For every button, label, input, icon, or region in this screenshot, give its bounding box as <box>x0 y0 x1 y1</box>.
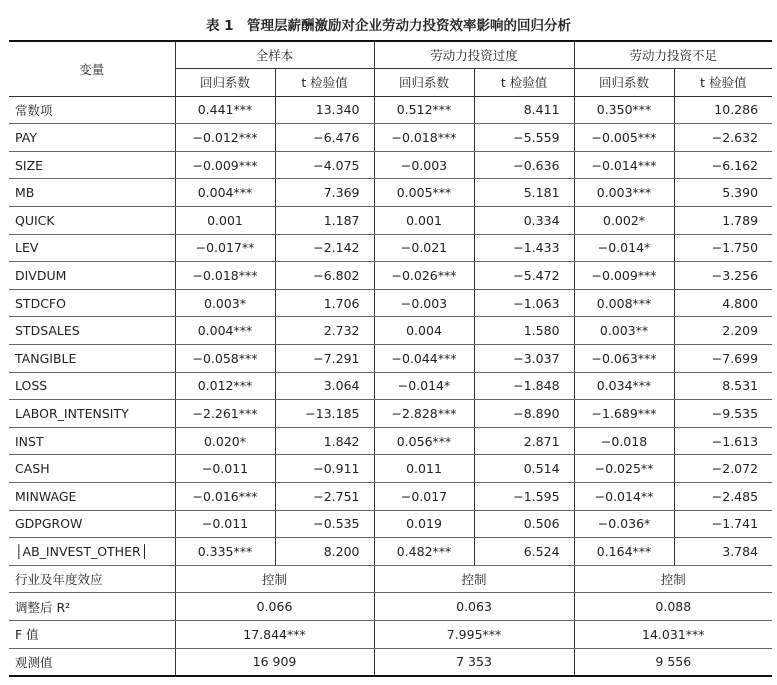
t-value-cell: 2.871 <box>474 427 574 455</box>
coefficient-cell: 0.001 <box>175 207 275 235</box>
coefficient-cell: 0.034*** <box>574 372 674 400</box>
coefficient-cell: 0.004 <box>374 317 474 345</box>
t-value-cell: 4.800 <box>674 289 772 317</box>
summary-label: 观测值 <box>9 648 175 676</box>
group-header: 劳动力投资不足 <box>574 41 772 69</box>
t-value-cell: −0.636 <box>474 151 574 179</box>
t-value-cell: 5.181 <box>474 179 574 207</box>
t-value-cell: 8.411 <box>474 96 574 124</box>
coefficient-cell: 0.512*** <box>374 96 474 124</box>
t-value-cell: −1.741 <box>674 510 772 538</box>
t-value-cell: −7.699 <box>674 345 772 373</box>
coefficient-cell: 0.003** <box>574 317 674 345</box>
coefficient-cell: 0.020* <box>175 427 275 455</box>
group-header: 劳动力投资过度 <box>374 41 574 69</box>
t-value-cell: −1.613 <box>674 427 772 455</box>
coefficient-cell: −0.021 <box>374 234 474 262</box>
summary-value: 控制 <box>374 565 574 593</box>
variable-name: STDSALES <box>9 317 175 345</box>
t-value-cell: 13.340 <box>275 96 374 124</box>
summary-value: 控制 <box>574 565 772 593</box>
coefficient-cell: 0.004*** <box>175 317 275 345</box>
variable-name: │AB_INVEST_OTHER│ <box>9 538 175 566</box>
t-value-cell: 1.580 <box>474 317 574 345</box>
table-row <box>9 151 772 179</box>
t-value-cell: −2.751 <box>275 483 374 511</box>
t-value-cell: −13.185 <box>275 400 374 428</box>
coefficient-cell: 0.012*** <box>175 372 275 400</box>
variable-name: SIZE <box>9 151 175 179</box>
t-value-cell: 10.286 <box>674 96 772 124</box>
table-row <box>9 510 772 538</box>
coefficient-cell: 0.482*** <box>374 538 474 566</box>
t-value-cell: 1.789 <box>674 207 772 235</box>
coefficient-cell: −0.003 <box>374 289 474 317</box>
summary-value: 控制 <box>175 565 374 593</box>
summary-row <box>9 593 772 621</box>
coefficient-cell: −0.058*** <box>175 345 275 373</box>
coefficient-cell: −0.016*** <box>175 483 275 511</box>
coefficient-cell: 0.335*** <box>175 538 275 566</box>
t-value-cell: −1.063 <box>474 289 574 317</box>
summary-label: F 值 <box>9 620 175 648</box>
summary-label: 行业及年度效应 <box>9 565 175 593</box>
t-value-cell: −2.072 <box>674 455 772 483</box>
coefficient-cell: −1.689*** <box>574 400 674 428</box>
table-row <box>9 372 772 400</box>
t-value-cell: −8.890 <box>474 400 574 428</box>
coefficient-cell: −0.009*** <box>574 262 674 290</box>
coefficient-cell: 0.005*** <box>374 179 474 207</box>
t-value-cell: 0.514 <box>474 455 574 483</box>
coefficient-cell: −0.063*** <box>574 345 674 373</box>
t-value-cell: −9.535 <box>674 400 772 428</box>
t-value-cell: −1.433 <box>474 234 574 262</box>
coefficient-cell: −0.005*** <box>574 124 674 152</box>
regression-table <box>9 40 772 677</box>
summary-value: 0.066 <box>175 593 374 621</box>
coefficient-cell: −0.036* <box>574 510 674 538</box>
table-row <box>9 483 772 511</box>
coefficient-cell: 0.008*** <box>574 289 674 317</box>
table-row <box>9 124 772 152</box>
table-row <box>9 455 772 483</box>
variable-name: MINWAGE <box>9 483 175 511</box>
coefficient-cell: 0.004*** <box>175 179 275 207</box>
coefficient-cell: 0.350*** <box>574 96 674 124</box>
coefficient-cell: −0.003 <box>374 151 474 179</box>
t-value-cell: −5.472 <box>474 262 574 290</box>
coefficient-cell: −0.014** <box>574 483 674 511</box>
t-value-cell: 3.064 <box>275 372 374 400</box>
summary-value: 0.063 <box>374 593 574 621</box>
table-row <box>9 289 772 317</box>
t-value-cell: −1.848 <box>474 372 574 400</box>
coefficient-cell: 0.011 <box>374 455 474 483</box>
t-value-cell: −2.632 <box>674 124 772 152</box>
summary-label: 调整后 R² <box>9 593 175 621</box>
variable-name: PAY <box>9 124 175 152</box>
variable-name: LEV <box>9 234 175 262</box>
coefficient-cell: −0.026*** <box>374 262 474 290</box>
subheader: t 检验值 <box>674 69 772 97</box>
table-header <box>9 41 772 96</box>
t-value-cell: 0.506 <box>474 510 574 538</box>
summary-value: 0.088 <box>574 593 772 621</box>
coefficient-cell: −0.025** <box>574 455 674 483</box>
t-value-cell: −0.535 <box>275 510 374 538</box>
t-value-cell: 0.334 <box>474 207 574 235</box>
t-value-cell: 1.187 <box>275 207 374 235</box>
table-row <box>9 427 772 455</box>
summary-row <box>9 565 772 593</box>
coefficient-cell: −2.828*** <box>374 400 474 428</box>
coefficient-cell: −0.014* <box>374 372 474 400</box>
coefficient-cell: −0.018 <box>574 427 674 455</box>
table-row <box>9 317 772 345</box>
coefficient-cell: −2.261*** <box>175 400 275 428</box>
coefficient-cell: 0.003* <box>175 289 275 317</box>
variable-name: LOSS <box>9 372 175 400</box>
t-value-cell: −3.256 <box>674 262 772 290</box>
t-value-cell: 8.531 <box>674 372 772 400</box>
table-row <box>9 262 772 290</box>
t-value-cell: −4.075 <box>275 151 374 179</box>
table-body <box>9 96 772 675</box>
t-value-cell: 1.706 <box>275 289 374 317</box>
variable-name: TANGIBLE <box>9 345 175 373</box>
table-row <box>9 538 772 566</box>
t-value-cell: −2.142 <box>275 234 374 262</box>
t-value-cell: −6.476 <box>275 124 374 152</box>
subheader: t 检验值 <box>474 69 574 97</box>
t-value-cell: −7.291 <box>275 345 374 373</box>
t-value-cell: 7.369 <box>275 179 374 207</box>
t-value-cell: 5.390 <box>674 179 772 207</box>
variable-name: STDCFO <box>9 289 175 317</box>
variable-name: INST <box>9 427 175 455</box>
variable-name: CASH <box>9 455 175 483</box>
t-value-cell: −2.485 <box>674 483 772 511</box>
t-value-cell: −6.802 <box>275 262 374 290</box>
table-row <box>9 234 772 262</box>
coefficient-cell: −0.018*** <box>374 124 474 152</box>
variable-name: MB <box>9 179 175 207</box>
summary-value: 9 556 <box>574 648 772 676</box>
variable-name: DIVDUM <box>9 262 175 290</box>
t-value-cell: −3.037 <box>474 345 574 373</box>
t-value-cell: −5.559 <box>474 124 574 152</box>
coefficient-cell: 0.056*** <box>374 427 474 455</box>
t-value-cell: 2.209 <box>674 317 772 345</box>
variable-name: QUICK <box>9 207 175 235</box>
t-value-cell: −6.162 <box>674 151 772 179</box>
coefficient-cell: 0.019 <box>374 510 474 538</box>
coefficient-cell: −0.018*** <box>175 262 275 290</box>
coefficient-cell: 0.001 <box>374 207 474 235</box>
t-value-cell: 8.200 <box>275 538 374 566</box>
coefficient-cell: −0.017** <box>175 234 275 262</box>
table-row <box>9 345 772 373</box>
table-row <box>9 207 772 235</box>
coefficient-cell: −0.011 <box>175 510 275 538</box>
coefficient-cell: −0.012*** <box>175 124 275 152</box>
t-value-cell: 1.842 <box>275 427 374 455</box>
subheader: t 检验值 <box>275 69 374 97</box>
t-value-cell: −1.750 <box>674 234 772 262</box>
coefficient-cell: 0.441*** <box>175 96 275 124</box>
t-value-cell: −0.911 <box>275 455 374 483</box>
summary-value: 16 909 <box>175 648 374 676</box>
table-row <box>9 179 772 207</box>
variable-name: LABOR_INTENSITY <box>9 400 175 428</box>
coefficient-cell: −0.014*** <box>574 151 674 179</box>
table-row <box>9 96 772 124</box>
coefficient-cell: 0.003*** <box>574 179 674 207</box>
subheader: 回归系数 <box>175 69 275 97</box>
subheader: 回归系数 <box>374 69 474 97</box>
t-value-cell: −1.595 <box>474 483 574 511</box>
coefficient-cell: −0.044*** <box>374 345 474 373</box>
coefficient-cell: −0.017 <box>374 483 474 511</box>
table-title: 表 1 管理层薪酬激励对企业劳动力投资效率影响的回归分析 <box>205 18 572 34</box>
subheader: 回归系数 <box>574 69 674 97</box>
variable-header: 变量 <box>9 41 175 96</box>
table-row <box>9 400 772 428</box>
summary-row <box>9 648 772 676</box>
summary-row <box>9 620 772 648</box>
coefficient-cell: −0.009*** <box>175 151 275 179</box>
t-value-cell: 6.524 <box>474 538 574 566</box>
summary-value: 17.844*** <box>175 620 374 648</box>
t-value-cell: 2.732 <box>275 317 374 345</box>
t-value-cell: 3.784 <box>674 538 772 566</box>
summary-value: 7 353 <box>374 648 574 676</box>
variable-name: GDPGROW <box>9 510 175 538</box>
summary-value: 7.995*** <box>374 620 574 648</box>
coefficient-cell: 0.164*** <box>574 538 674 566</box>
summary-value: 14.031*** <box>574 620 772 648</box>
coefficient-cell: −0.011 <box>175 455 275 483</box>
variable-name: 常数项 <box>9 96 175 124</box>
coefficient-cell: 0.002* <box>574 207 674 235</box>
group-header: 全样本 <box>175 41 374 69</box>
coefficient-cell: −0.014* <box>574 234 674 262</box>
